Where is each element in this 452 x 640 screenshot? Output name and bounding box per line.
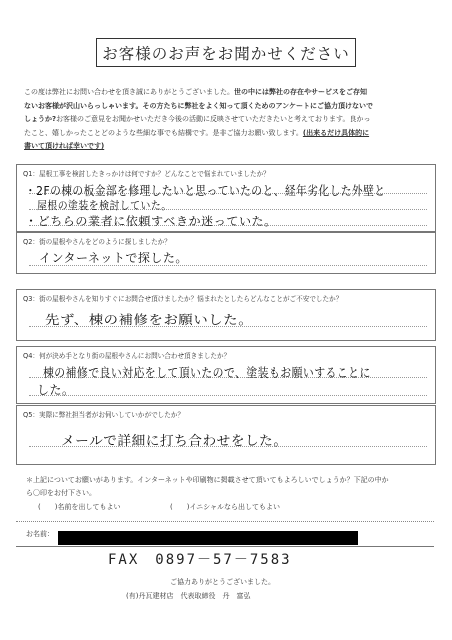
name-redaction [58, 531, 358, 545]
answer-1-line1: ・2Fの棟の板金部を修理したいと思っていたのと、経年劣化した外壁と [25, 183, 386, 198]
fax-number: FAX 0897－57－7583 [108, 552, 292, 568]
name-label: お名前： [26, 530, 54, 538]
consent-option-initials[interactable]: ( )イニシャルなら出してもよい [170, 503, 281, 511]
thanks-text: ご協力ありがとうございました。 [170, 578, 275, 586]
intro-line2: ないお客様が沢山いらっしゃいます。その方たちに弊社をよく知って頂くためのアンケートにご協力頂けないで [24, 101, 374, 110]
intro-line1b: 世の中には弊社の存在やサービスをご存知 [234, 88, 367, 96]
answer-3-line1: 先ず、棟の補修をお願いした。 [45, 312, 254, 327]
intro-line3a: しょうか? [24, 115, 57, 123]
question-1-box [16, 164, 436, 232]
page-title: お客様のお声をお聞かせください [96, 38, 356, 67]
signature-text: (有)丹瓦建材店 代表取締役 丹 富弘 [126, 592, 251, 600]
consent-option-name[interactable]: ( )名前を出してもよい [38, 503, 121, 511]
answer-5-line1: メールで詳細に打ち合わせをした。 [61, 434, 288, 449]
answer-2-line1: インターネットで探した。 [39, 251, 188, 265]
intro-line3b: お客様のご意見をお聞かせいただき今後の活動に反映させていただきたいと考えております。良かっ [56, 115, 371, 123]
question-3-label: Q3：街の屋根やさんを知りすぐにお問合せ頂けましたか？悩まれたとしたらどんなことがご不安でしたか？ [23, 295, 343, 303]
question-4-box [16, 346, 436, 404]
consent-line2: ら〇印をお付下さい。 [26, 489, 96, 497]
answer-4-line2: した。 [37, 383, 75, 397]
consent-line1: ＊上記についてお願いがあります。インターネットや印刷物に掲載させて頂いてもよろしいでしょうか？下記の中か [26, 476, 389, 484]
question-4-label: Q4：何が決め手となり街の屋根やさんにお問い合わせ頂きましたか？ [23, 352, 231, 360]
answer-1-line3: ・どちらの業者に依頼すべきか迷っていた。 [25, 214, 277, 228]
question-1-label: Q1：屋根工事を検討したきっかけは何ですか？どんなことで悩まれていましたか？ [23, 170, 270, 178]
intro-line1a: この度は弊社にお問い合わせを頂き誠にありがとうございました。 [24, 88, 234, 96]
answer-4-line1: 棟の補修で良い対応をして頂いたので、塗装もお願いすることに [43, 365, 371, 380]
question-2-box [16, 232, 436, 274]
question-2-label: Q2：街の屋根やさんをどのように探しましたか？ [23, 238, 171, 246]
answer-1-line2: 屋根の塗装を検討していた。 [37, 199, 172, 212]
intro-text [24, 86, 434, 154]
intro-line4b: (出来るだけ具体的に [302, 128, 370, 137]
intro-line4: たこと、嬉しかったことどのような些細な事でも結構です。是非ご協力お願い致します。 [24, 128, 303, 137]
question-3-box [16, 289, 436, 341]
intro-line5: 書いて頂ければ幸いです) [24, 142, 105, 150]
question-5-label: Q5：実際に弊社担当者がお伺いしていかがでしたか？ [23, 411, 185, 419]
question-5-box [16, 405, 436, 465]
